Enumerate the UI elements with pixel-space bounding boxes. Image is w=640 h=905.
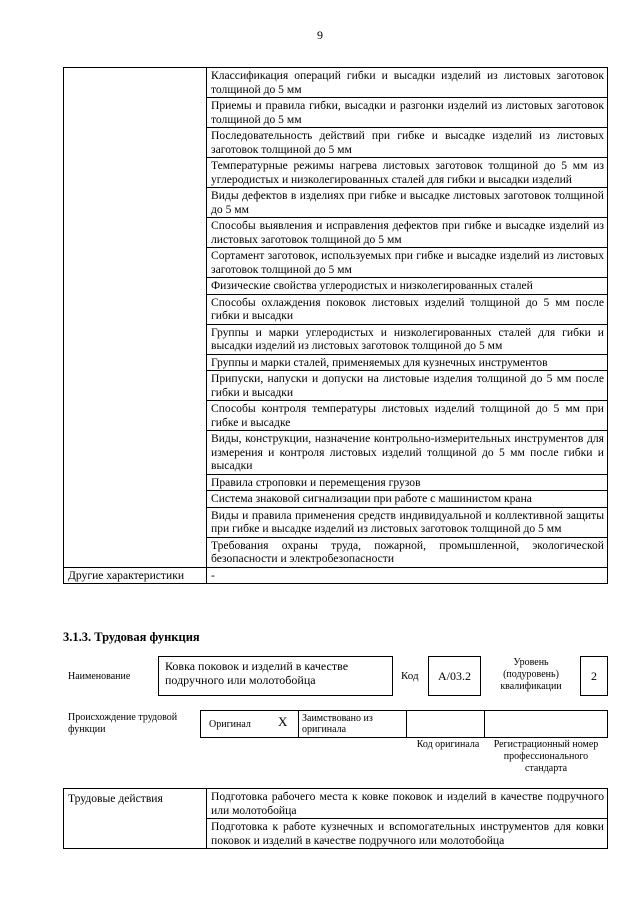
knowledge-item: Физические свойства углеродистых и низколегированных сталей	[207, 278, 608, 295]
knowledge-item: Классификация операций гибки и высадки изделий из листовых заготовок толщиной до 5 мм	[207, 68, 608, 98]
knowledge-row	[64, 68, 608, 98]
code-label: Код	[401, 670, 419, 682]
knowledge-item: Припуски, напуски и допуски на листовые изделия толщиной до 5 мм после гибки и высадки	[207, 371, 608, 401]
knowledge-item: Система знаковой сигнализации при работе с машинистом крана	[207, 491, 608, 508]
knowledge-item: Виды и правила применения средств индивидуальной и коллективной защиты при гибке и высадке изделий из листовых заготовок толщиной до 5 мм	[207, 507, 608, 537]
actions-label: Трудовые действия	[64, 789, 207, 849]
knowledge-item: Группы и марки сталей, применяемых для кузнечных инструментов	[207, 354, 608, 371]
knowledge-item: Виды дефектов в изделиях при гибке и высадке листовых заготовок толщиной до 5 мм	[207, 188, 608, 218]
level-label: Уровень (подуровень) квалификации	[500, 657, 562, 692]
section-title: 3.1.3. Трудовая функция	[63, 630, 200, 644]
knowledge-item: Способы выявления и исправления дефектов при гибке и высадке изделий из листовых заготовок толщиной до 5 мм	[207, 218, 608, 248]
knowledge-item: Группы и марки углеродистых и низколегированных сталей для гибки и высадки изделий из листовых заготовок толщиной до 5 мм	[207, 324, 608, 354]
knowledge-label-cell	[64, 68, 207, 568]
reg-number-cell	[485, 711, 607, 737]
origin-row	[200, 710, 608, 738]
origin-label: Происхождение трудовой функции	[68, 712, 178, 735]
function-name-value: Ковка поковок и изделий в качестве подручного или молотобойца	[165, 659, 349, 687]
knowledge-item: Требования охраны труда, пожарной, промышленной, экологической безопасности и электробезопасности	[207, 537, 608, 567]
reg-number-caption: Регистрационный номер профессионального стандарта	[493, 739, 599, 774]
knowledge-item: Приемы и правила гибки, высадки и разгонки изделий из листовых заготовок толщиной до 5 мм	[207, 98, 608, 128]
function-name-box	[158, 656, 393, 696]
other-label: Другие характеристики	[64, 567, 207, 584]
original-mark: X	[278, 714, 288, 729]
actions-table	[63, 788, 608, 849]
knowledge-item: Виды, конструкции, назначение контрольно-измерительных инструментов для измерения и контроля листовых изделий толщиной до 5 мм после гибки и высадки	[207, 431, 608, 475]
original-label: Оригинал	[209, 719, 251, 730]
knowledge-item: Правила строповки и перемещения грузов	[207, 474, 608, 491]
borrowed-label: Заимствовано из оригинала	[302, 713, 373, 735]
level-box	[580, 656, 608, 696]
knowledge-item: Способы охлаждения поковок листовых изделий толщиной до 5 мм после гибки и высадки	[207, 294, 608, 324]
page-number: 9	[317, 28, 323, 42]
action-row	[64, 789, 608, 819]
name-label: Наименование	[68, 671, 131, 682]
function-code-box	[428, 656, 481, 696]
knowledge-item: Сортамент заготовок, используемых при гибке и высадке изделий из листовых заготовок толщиной до 5 мм	[207, 248, 608, 278]
action-item: Подготовка к работе кузнечных и вспомогательных инструментов для ковки поковок и изделий в качестве подручного или молотобойца	[207, 819, 608, 849]
code-original-caption: Код оригинала	[416, 739, 480, 750]
code-original-cell	[407, 711, 485, 737]
knowledge-item: Температурные режимы нагрева листовых заготовок толщиной до 5 мм из углеродистых и низколегированных сталей для гибки и высадки изделий	[207, 158, 608, 188]
other-value: -	[207, 567, 608, 584]
borrowed-cell	[299, 711, 407, 737]
action-item: Подготовка рабочего места к ковке поковок и изделий в качестве подручного или молотобойца	[207, 789, 608, 819]
knowledge-item: Последовательность действий при гибке и высадке изделий из листовых заготовок толщиной до 5 мм	[207, 128, 608, 158]
function-code-value: А/03.2	[438, 668, 471, 683]
original-cell	[201, 711, 299, 737]
knowledge-table	[63, 67, 608, 584]
knowledge-item: Способы контроля температуры листовых изделий толщиной до 5 мм при гибке и высадке	[207, 401, 608, 431]
other-row	[64, 567, 608, 584]
level-value: 2	[591, 668, 597, 683]
